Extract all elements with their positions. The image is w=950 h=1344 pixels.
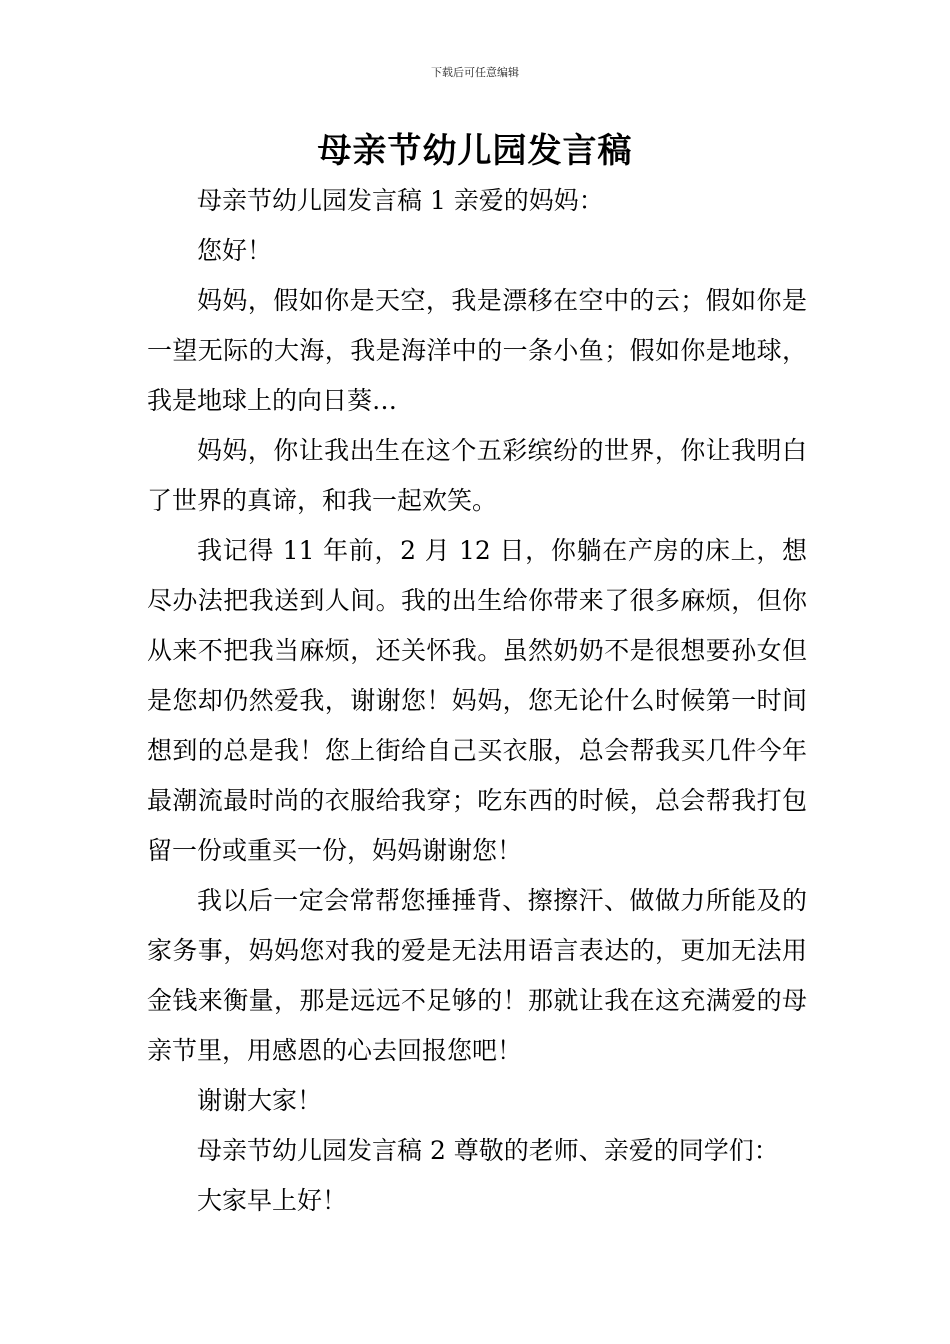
paragraph: 谢谢大家！ bbox=[197, 1086, 323, 1115]
paragraph: 母亲节幼儿园发言稿 2 尊敬的老师、亲爱的同学们： bbox=[197, 1136, 779, 1165]
paragraph: 大家早上好！ bbox=[197, 1186, 348, 1215]
paragraph: 妈妈，你让我出生在这个五彩缤纷的世界，你让我明白了世界的真谛，和我一起欢笑。 bbox=[147, 436, 807, 515]
header-note: 下载后可任意编辑 bbox=[431, 66, 519, 79]
document-body bbox=[147, 176, 807, 1226]
paragraph: 妈妈，假如你是天空，我是漂移在空中的云；假如你是一望无际的大海，我是海洋中的一条小鱼；假如你是地球，我是地球上的向日葵… bbox=[147, 286, 807, 415]
paragraph: 我以后一定会常帮您捶捶背、擦擦汗、做做力所能及的家务事，妈妈您对我的爱是无法用语言表达的，更加无法用金钱来衡量，那是远远不足够的！那就让我在这充满爱的母亲节里，用感恩的心去回报您吧！ bbox=[147, 886, 807, 1065]
document-title: 母亲节幼儿园发言稿 bbox=[317, 131, 633, 171]
paragraph: 母亲节幼儿园发言稿 1 亲爱的妈妈： bbox=[197, 186, 604, 215]
paragraph: 我记得 11 年前，2 月 12 日，你躺在产房的床上，想尽办法把我送到人间。我的出生给你带来了很多麻烦，但你从来不把我当麻烦，还关怀我。虽然奶奶不是很想要孙女但是您却仍然爱我，谢谢您！妈妈，您无论什么时候第一时间想到的总是我！您上街给自己买衣服，总会帮我买几件今年最潮流最时尚的衣服给我穿；吃东西的时候，总会帮我打包留一份或重买一份，妈妈谢谢您！ bbox=[147, 536, 807, 865]
paragraph: 您好！ bbox=[197, 236, 273, 265]
